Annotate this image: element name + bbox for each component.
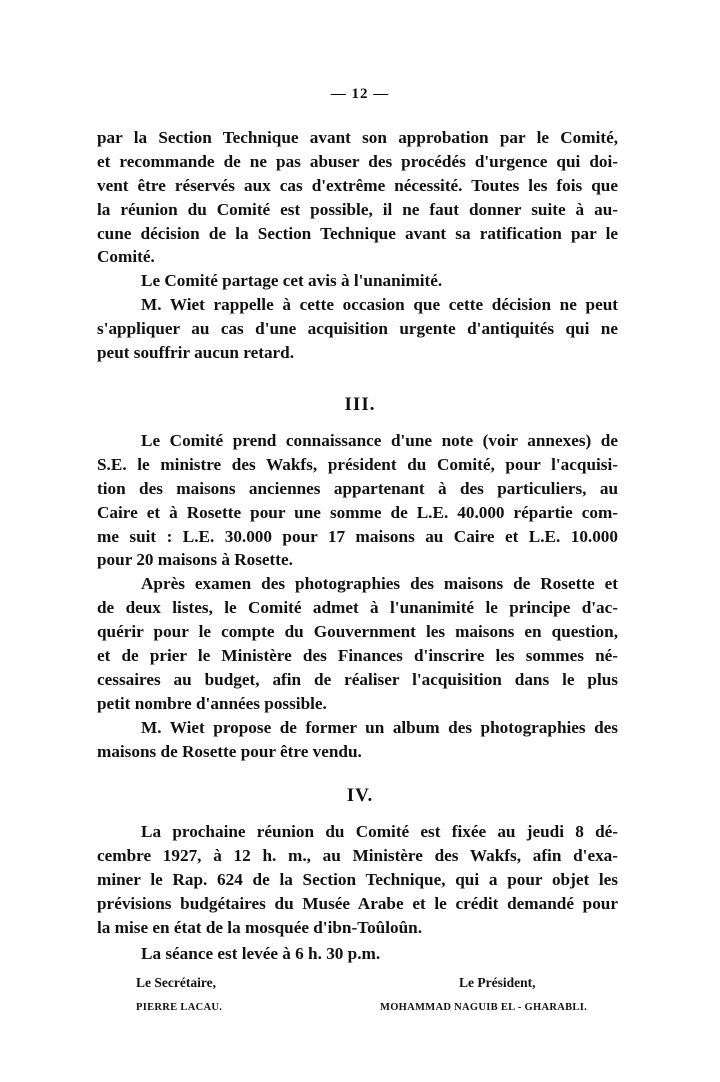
text-line: maisons de Rosette pour être vendu. <box>97 741 362 761</box>
text-line: Le Comité partage cet avis à l'unanimité. <box>141 271 443 291</box>
page-number: — 12 — <box>330 86 390 102</box>
text-line: miner le Rap. 624 de la Section Technique, qui a pour objet les <box>97 869 618 889</box>
text-line: cessaires au budget, afin de réaliser l'acquisition dans le plus <box>97 669 618 689</box>
secretary-name: PIERRE LACAU. <box>136 1002 223 1013</box>
text-line: prévisions budgétaires du Musée Arabe et le crédit demandé pour <box>97 893 618 913</box>
secretary-title: Le Secrétaire, <box>136 975 216 990</box>
section-heading-iii: III. <box>344 394 376 415</box>
text-line: la mise en état de la mosquée d'ibn-Toûloûn. <box>97 917 423 937</box>
text-line: s'appliquer au cas d'une acquisition urgente d'antiquités qui ne <box>97 319 618 339</box>
text-line: petit nombre d'années possible. <box>97 693 327 713</box>
text-line: cembre 1927, à 12 h. m., au Ministère des Wakfs, afin d'exa- <box>97 845 618 865</box>
text-line: Comité. <box>97 247 155 267</box>
text-line: Le Comité prend connaissance d'une note (voir annexes) de <box>141 431 618 450</box>
continuation-block <box>97 126 618 365</box>
text-line: tion des maisons anciennes appartenant à des particuliers, au <box>97 478 618 498</box>
text-line: S.E. le ministre des Wakfs, président du Comité, pour l'acquisi- <box>97 454 618 474</box>
text-line: et de prier le Ministère des Finances d'inscrire les sommes né- <box>97 646 618 666</box>
text-line: et recommande de ne pas abuser des procédés d'urgence qui doi- <box>97 151 618 171</box>
section-iv-text <box>97 820 618 966</box>
text-line: M. Wiet propose de former un album des photographies des <box>141 717 618 737</box>
text-line: de deux listes, le Comité admet à l'unanimité le principe d'ac- <box>97 598 618 618</box>
text-line: me suit : L.E. 30.000 pour 17 maisons au Caire et L.E. 10.000 <box>97 526 618 546</box>
text-line: la réunion du Comité est possible, il ne faut donner suite à au- <box>97 199 618 219</box>
text-line: pour 20 maisons à Rosette. <box>97 550 293 570</box>
text-line: quérir pour le compte du Gouvernment les maisons en question, <box>97 622 618 642</box>
president-title: Le Président, <box>459 975 536 990</box>
text-line: M. Wiet rappelle à cette occasion que cette décision ne peut <box>141 295 618 315</box>
section-heading-iv: IV. <box>346 785 374 806</box>
text-line: Après examen des photographies des maisons de Rosette et <box>141 574 618 594</box>
text-line: vent être réservés aux cas d'extrême nécessité. Toutes les fois que <box>97 175 618 195</box>
text-line: cune décision de la Section Technique avant sa ratification par le <box>97 223 618 243</box>
text-line: peut souffrir aucun retard. <box>97 343 295 363</box>
text-line: Caire et à Rosette pour une somme de L.E. 40.000 répartie com- <box>97 502 618 522</box>
president-name: MOHAMMAD NAGUIB EL - GHARABLI. <box>380 1002 588 1013</box>
section-iii-text <box>97 429 618 763</box>
text-line: La séance est levée à 6 h. 30 p.m. <box>141 944 381 964</box>
text-line: La prochaine réunion du Comité est fixée au jeudi 8 dé- <box>141 822 618 841</box>
text-line: par la Section Technique avant son approbation par le Comité, <box>97 128 618 147</box>
